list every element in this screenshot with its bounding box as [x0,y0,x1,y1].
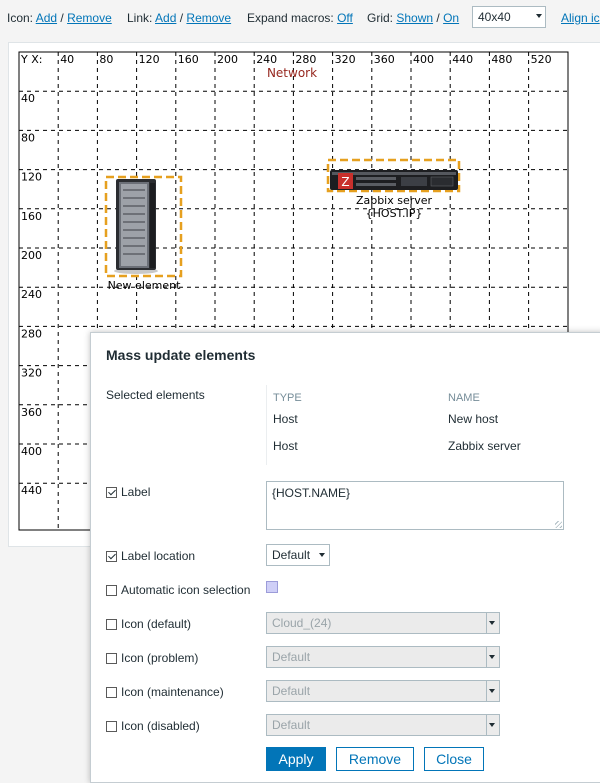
rack-server-icon [330,170,458,190]
grid-size-select[interactable] [472,6,546,28]
element-label: New element [107,279,181,292]
align-icons-link[interactable]: Align ic [561,11,600,25]
x-tick-label: 520 [530,53,552,66]
grid-label: Grid: [367,11,394,25]
grid-controls [367,11,459,25]
column-header-type: TYPE [273,392,302,404]
chevron-down-icon [489,655,495,659]
link-separator: / [179,11,184,25]
icon-problem-checkbox[interactable] [106,653,117,664]
label-location-checkbox[interactable] [106,551,117,562]
x-tick-label: 200 [217,53,238,66]
y-tick-label: 40 [21,92,35,106]
expand-macros-toggle[interactable]: Off [337,11,353,25]
x-tick-label: 80 [99,53,114,66]
remove-button[interactable]: Remove [336,747,414,771]
icon-problem-select[interactable] [266,646,500,668]
grid-shown-toggle[interactable]: Shown [396,11,434,25]
axis-corner-label: Y X: [21,53,43,66]
map-title: Network [266,66,318,80]
add-link-link[interactable]: Add [155,11,177,25]
apply-button[interactable]: Apply [266,747,326,771]
x-tick-label: 480 [491,53,513,66]
grid-separator: / [436,11,440,25]
x-tick-label: 280 [295,53,317,66]
y-tick-label: 280 [21,327,42,341]
chevron-down-icon [536,14,542,18]
icon-disabled-text: Icon (disabled) [121,719,200,733]
link-label: Link: [127,11,153,25]
auto-icon-toggle[interactable] [266,581,278,593]
y-tick-label: 200 [21,249,42,262]
chevron-down-icon [489,723,495,727]
y-tick-label: 240 [21,288,42,302]
icon-default-select[interactable] [266,612,500,634]
table-cell-name: Zabbix server [448,439,521,453]
resize-handle-icon[interactable] [555,521,562,528]
selected-elements-table [266,385,600,465]
remove-link-link[interactable]: Remove [186,11,232,25]
y-tick-label: 320 [21,366,42,380]
y-tick-label: 80 [21,131,35,145]
y-tick-label: 440 [21,484,42,498]
align-icons-control [561,11,600,25]
element-sublabel: {HOST.IP} [365,207,423,220]
icon-default-row [106,617,191,631]
icon-disabled-checkbox[interactable] [106,721,117,732]
x-tick-label: 360 [373,53,395,66]
icon-maintenance-text: Icon (maintenance) [121,685,224,699]
x-tick-label: 120 [138,53,160,66]
chevron-down-icon [489,689,495,693]
macros-controls [247,11,353,25]
server-tower-icon [114,179,158,274]
select-separator [486,715,487,735]
icon-problem-value: Default [272,650,311,664]
remove-icon-link[interactable]: Remove [67,11,112,25]
label-location-value: Default [272,548,311,562]
auto-icon-checkbox[interactable] [106,585,117,596]
y-tick-label: 120 [21,170,42,184]
x-tick-label: 440 [452,53,474,66]
label-textarea-value: {HOST.NAME} [272,486,351,500]
label-location-text: Label location [121,549,196,563]
y-tick-label: 160 [21,209,42,223]
label-text: Label [121,485,151,499]
auto-icon-text: Automatic icon selection [121,583,251,597]
expand-macros-label: Expand macros: [247,11,334,25]
icon-default-value: Cloud_(24) [272,616,332,630]
label-row [106,485,150,499]
icon-maintenance-select[interactable] [266,680,500,702]
table-cell-type: Host [273,439,298,453]
table-cell-name: New host [448,412,499,426]
column-header-name: NAME [448,392,480,404]
link-controls [127,11,231,25]
mass-update-dialog [90,332,600,783]
icon-problem-text: Icon (problem) [121,651,199,665]
chevron-down-icon [489,621,495,625]
icon-maintenance-value: Default [272,684,311,698]
icon-disabled-row [106,719,200,733]
icon-disabled-value: Default [272,718,311,732]
icon-separator: / [60,11,64,25]
select-separator [486,681,487,701]
map-toolbar [0,0,600,36]
icon-default-checkbox[interactable] [106,619,117,630]
x-tick-label: 400 [413,53,434,66]
icon-maintenance-checkbox[interactable] [106,687,117,698]
table-cell-type: Host [273,412,298,426]
grid-auto-align-toggle[interactable]: On [443,11,460,25]
select-separator [486,613,487,633]
icon-default-text: Icon (default) [121,617,192,631]
label-checkbox[interactable] [106,487,117,498]
icon-maintenance-row [106,685,224,699]
x-tick-label: 240 [256,53,278,66]
x-tick-label: 320 [334,53,356,66]
icon-label: Icon: [7,11,34,25]
x-tick-label: 160 [177,53,199,66]
chevron-down-icon [319,553,325,557]
label-location-row [106,549,195,563]
x-tick-label: 40 [60,53,75,66]
icon-problem-row [106,651,198,665]
add-icon-link[interactable]: Add [35,11,58,25]
svg-text:Z: Z [341,175,350,189]
select-separator [486,647,487,667]
grid-size-value: 40x40 [478,10,511,24]
label-textarea[interactable] [266,481,564,530]
label-location-select[interactable] [266,544,330,566]
dialog-title: Mass update elements [106,347,256,363]
close-button[interactable]: Close [424,747,484,771]
y-tick-label: 360 [21,405,42,419]
selected-elements-label: Selected elements [106,388,205,402]
icon-controls [7,11,112,25]
y-tick-label: 400 [21,445,42,458]
icon-disabled-select[interactable] [266,714,500,736]
auto-icon-row [106,583,250,597]
element-label: Zabbix server [355,194,433,207]
